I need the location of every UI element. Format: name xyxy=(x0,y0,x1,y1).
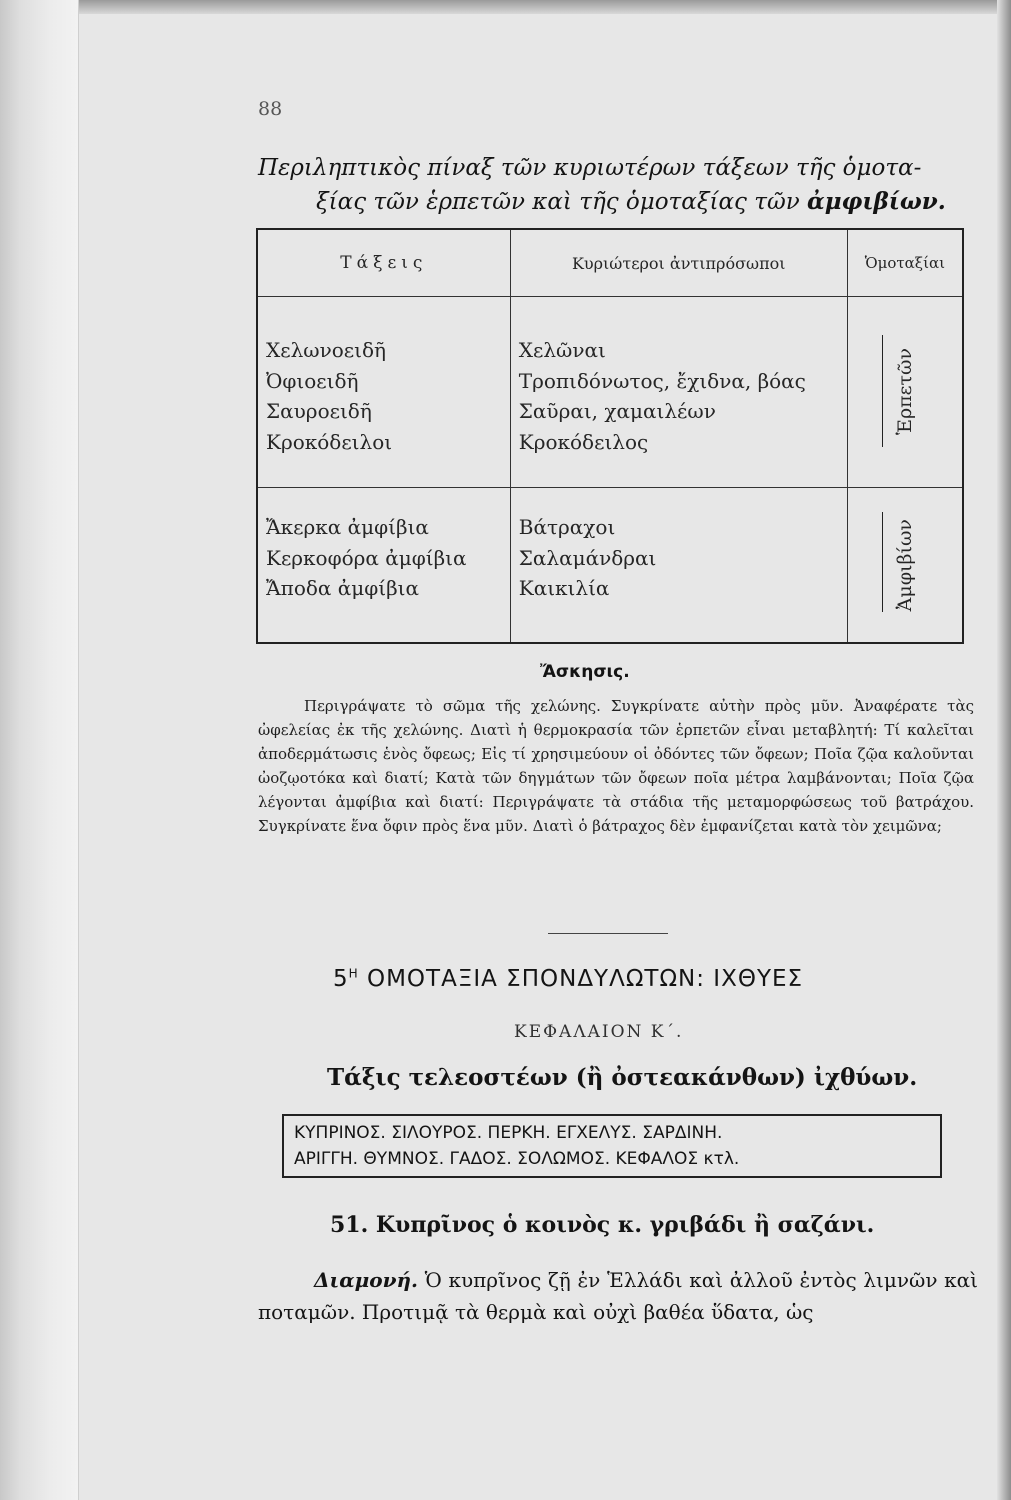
class-cell xyxy=(847,488,963,644)
representative-item: Σαλαμάνδραι xyxy=(518,545,657,570)
orders-cell xyxy=(257,488,510,644)
heading-line-2-text: ξίας τῶν ἑρπετῶν καὶ τῆς ὁμοταξίας τῶν xyxy=(316,189,807,215)
order-item: Σαυροειδῆ xyxy=(266,399,372,423)
summary-table xyxy=(256,228,964,644)
habitat-label: Διαμονή. xyxy=(314,1268,418,1292)
chapter-number: 5 xyxy=(333,966,349,992)
order-item: Ὀφιοειδῆ xyxy=(266,368,359,393)
table-row-amphibians xyxy=(257,488,963,644)
heading-line-1: Περιληπτικὸς πίναξ τῶν κυριωτέρων τάξεων τῆς ὁμοτα- xyxy=(258,155,922,181)
section-body xyxy=(258,1264,978,1328)
heading-line-2 xyxy=(258,185,978,219)
header-orders: Τάξεις xyxy=(257,229,510,297)
table-heading xyxy=(258,152,978,219)
chapter-label: ΚΕΦΑΛΑΙΟΝ Κ΄. xyxy=(514,1022,684,1042)
table-row-reptiles xyxy=(257,297,963,488)
class-name-amphibians: Ἀμφιβίων xyxy=(893,518,916,612)
body-paragraph xyxy=(258,1264,978,1328)
order-title: Τάξις τελεοστέων (ἢ ὀστεακάνθων) ἰχθύων. xyxy=(327,1064,918,1091)
orders-cell xyxy=(257,297,510,488)
page-edge-right xyxy=(997,0,1011,1500)
exercise-title: Ἄσκησις. xyxy=(540,662,630,682)
order-item: Ἄποδα ἀμφίβια xyxy=(266,576,420,600)
order-item: Κερκοφόρα ἀμφίβια xyxy=(266,545,467,570)
chapter-number-suffix: Η xyxy=(348,966,359,981)
representative-item: Χελῶναι xyxy=(518,338,606,362)
habitat-text: Ὁ κυπρῖνος ζῇ ἐν Ἑλλάδι καὶ ἀλλοῦ ἐντὸς λιμνῶν καὶ ποταμῶν. Προτιμᾷ τὰ θερμὰ καὶ οὐχὶ βαθέα ὕδατα, ὡς xyxy=(258,1268,978,1324)
class-cell-inner xyxy=(848,297,962,487)
page-number: 88 xyxy=(258,98,283,120)
class-cell-inner xyxy=(848,488,962,642)
class-name-reptiles: Ἑρπετῶν xyxy=(893,348,916,436)
header-classes: Ὁμοταξίαι xyxy=(847,229,963,297)
section-title: 51. Κυπρῖνος ὁ κοινὸς κ. γριβάδι ἢ σαζάνι. xyxy=(330,1212,875,1238)
class-cell xyxy=(847,297,963,488)
representative-item: Σαῦραι, χαμαιλέων xyxy=(518,399,716,423)
heading-line-2-bold: ἀμφιβίων. xyxy=(807,188,946,215)
section-divider xyxy=(548,933,668,934)
representative-item: Βάτραχοι xyxy=(518,515,616,539)
representative-item: Κροκόδειλος xyxy=(518,429,649,454)
chapter-title-text: ΟΜΟΤΑΞΙΑ ΣΠΟΝΔΥΛΩΤΩΝ: ΙΧΘΥΕΣ xyxy=(358,966,804,992)
order-item: Κροκόδειλοι xyxy=(266,429,393,454)
order-item: Χελωνοειδῆ xyxy=(266,338,387,362)
page-edge-top xyxy=(0,0,1011,14)
exercise-paragraph: Περιγράψατε τὸ σῶμα τῆς χελώνης. Συγκρίνατε αὐτὴν πρὸς μῦν. Ἀναφέρατε τὰς ὠφελείας ἐκ τῆς χελώνης. Διατὶ ἡ θερμοκρασία τῶν ἑρπετῶν εἶναι μεταβλητή: Τί καλεῖται ἀποδερμάτωσις ἑνὸς ὄφεως; Εἰς τί χρησιμεύουν οἱ ὀδόντες τῶν ὄφεων; Ποῖα ζῷα καλοῦνται ὠοζῳοτόκα καὶ διατί; Κατὰ τῶν δηγμάτων τῶν ὄφεων ποῖα μέτρα λαμβάνονται; Ποῖα ζῷα λέγονται ἀμφίβια καὶ διατί: Περιγράψατε τὰ στάδια τῆς μεταμορφώσεως τοῦ βατράχου. Συγκρίνατε ἕνα ὄφιν πρὸς ἕνα μῦν. Διατὶ ὁ βάτραχος δὲν ἐμφανίζεται κατὰ τὸν χειμῶνα; xyxy=(258,697,974,835)
representatives-cell xyxy=(510,297,847,488)
page-gutter xyxy=(0,0,79,1500)
exercise-text xyxy=(258,694,974,838)
representative-item: Τροπιδόνωτος, ἔχιδνα, βόας xyxy=(518,368,806,393)
chapter-title xyxy=(333,966,893,992)
order-item: Ἄκερκα ἀμφίβια xyxy=(266,515,429,539)
species-box xyxy=(282,1114,942,1178)
representatives-cell xyxy=(510,488,847,644)
species-line-2: ΑΡΙΓΓΗ. ΘΥΜΝΟΣ. ΓΑΔΟΣ. ΣΟΛΩΜΟΣ. ΚΕΦΑΛΟΣ κτλ. xyxy=(294,1149,740,1169)
header-representatives: Κυριώτεροι ἀντιπρόσωποι xyxy=(510,229,847,297)
table-header-row xyxy=(257,229,963,297)
representative-item: Καικιλία xyxy=(518,576,610,600)
species-line-1: ΚΥΠΡΙΝΟΣ. ΣΙΛΟΥΡΟΣ. ΠΕΡΚΗ. ΕΓΧΕΛΥΣ. ΣΑΡΔΙΝΗ. xyxy=(294,1123,723,1143)
